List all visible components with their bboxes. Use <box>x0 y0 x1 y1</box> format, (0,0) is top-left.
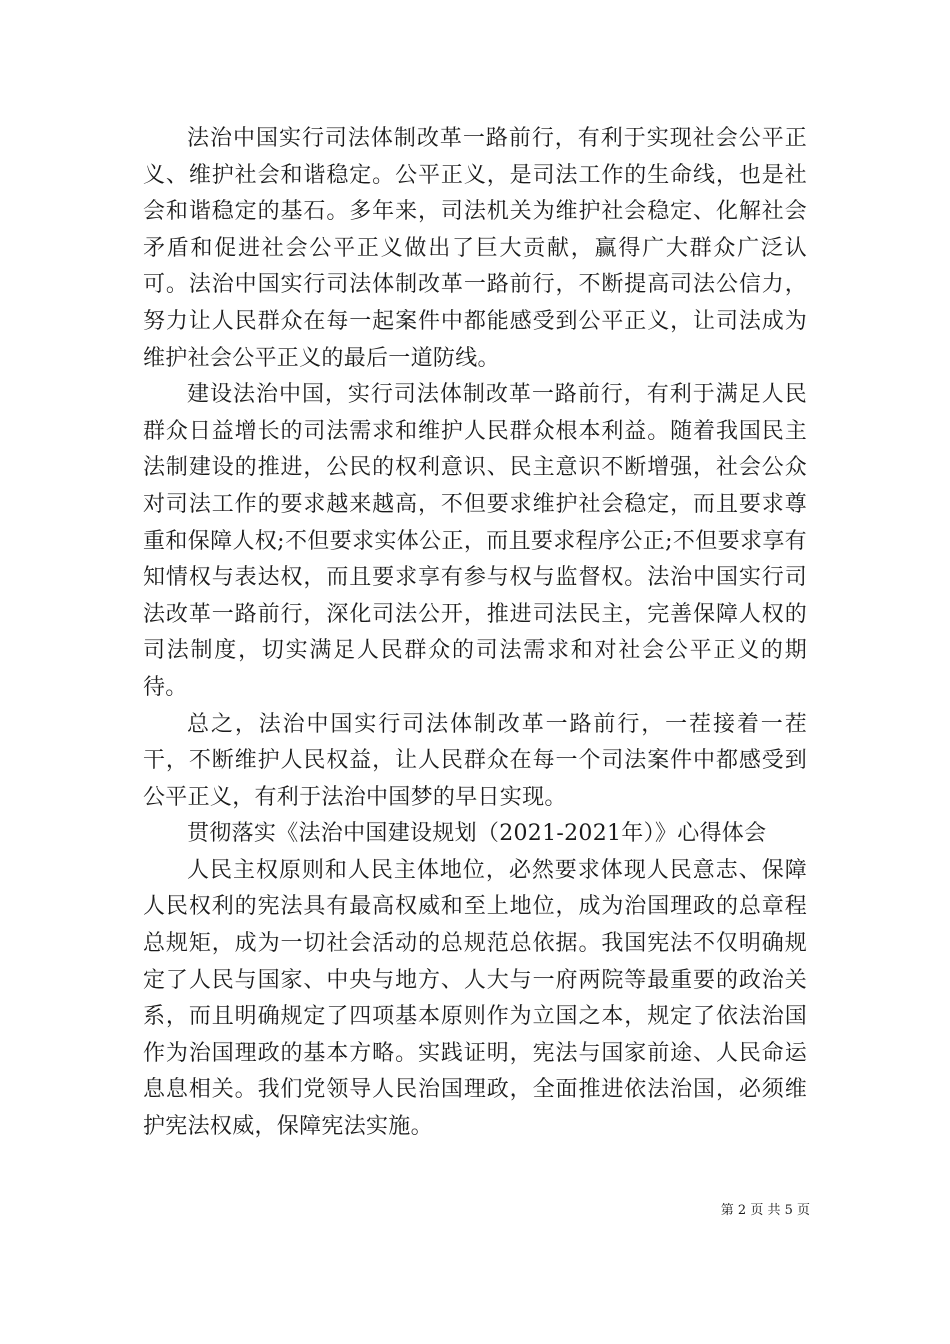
page-number: 第 2 页 共 5 页 <box>720 1203 810 1218</box>
document-body <box>143 121 807 1146</box>
paragraph-judicial-needs: 建设法治中国，实行司法体制改革一路前行，有利于满足人民群众日益增长的司法需求和维护人民群众根本利益。随着我国民主法制建设的推进，公民的权利意识、民主意识不断增强，社会公众对司法工作的要求越来越高，不但要求维护社会稳定，而且要求尊重和保障人权;不但要求实体公正，而且要求程序公正;不但要求享有知情权与表达权，而且要求享有参与权与监督权。法治中国实行司法改革一路前行，深化司法公开，推进司法民主，完善保障人权的司法制度，切实满足人民群众的司法需求和对社会公平正义的期待。 <box>143 382 807 700</box>
section-title: 贯彻落实《法治中国建设规划（2021-2021年）》心得体会 <box>187 821 767 847</box>
paragraph-constitution: 人民主权原则和人民主体地位，必然要求体现人民意志、保障人民权利的宪法具有最高权威和至上地位，成为治国理政的总章程总规矩，成为一切社会活动的总规范总依据。我国宪法不仅明确规定了人民与国家、中央与地方、人大与一府两院等最重要的政治关系，而且明确规定了四项基本原则作为立国之本，规定了依法治国作为治国理政的基本方略。实践证明，宪法与国家前途、人民命运息息相关。我们党领导人民治国理政，全面推进依法治国，必须维护宪法权威，保障宪法实施。 <box>143 857 807 1140</box>
paragraph-judicial-reform-fairness: 法治中国实行司法体制改革一路前行，有利于实现社会公平正义、维护社会和谐稳定。公平正义，是司法工作的生命线，也是社会和谐稳定的基石。多年来，司法机关为维护社会稳定、化解社会矛盾和促进社会公平正义做出了巨大贡献，赢得广大群众广泛认可。法治中国实行司法体制改革一路前行，不断提高司法公信力，努力让人民群众在每一起案件中都能感受到公平正义，让司法成为维护社会公平正义的最后一道防线。 <box>143 126 807 371</box>
paragraph-conclusion: 总之，法治中国实行司法体制改革一路前行，一茬接着一茬干，不断维护人民权益，让人民群众在每一个司法案件中都感受到公平正义，有利于法治中国梦的早日实现。 <box>143 711 807 810</box>
